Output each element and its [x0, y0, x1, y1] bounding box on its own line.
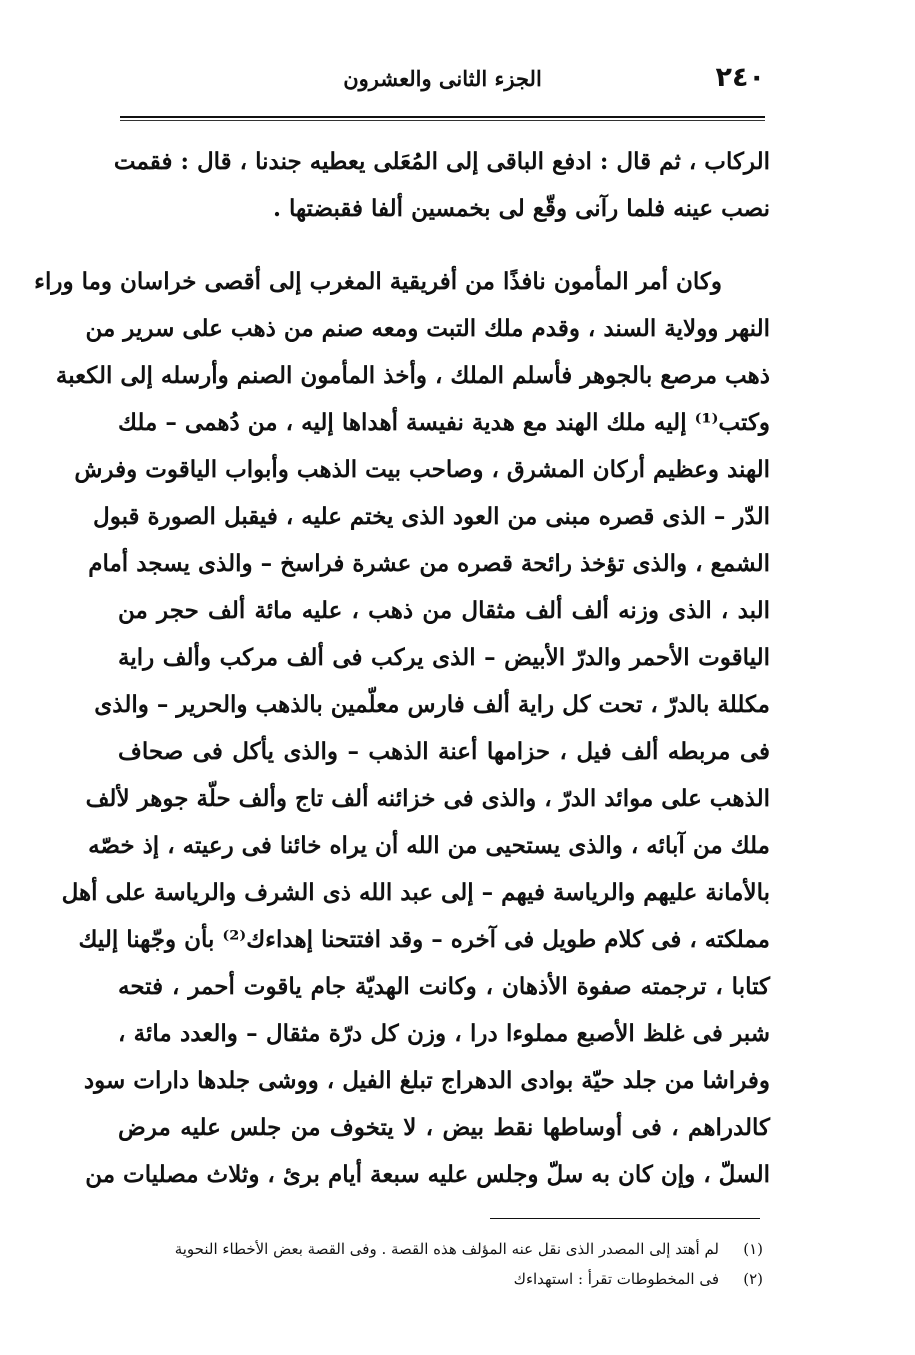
paragraph-gap [118, 232, 770, 258]
text-line: السلّ ، وإن كان به سلّ وجلس عليه سبعة أيام برئ ، وثلاث مصليات من [85, 1161, 770, 1188]
footnote-text: فى المخطوطات تقرأ : استهداءك [513, 1270, 719, 1288]
paragraph-1 [113, 138, 770, 232]
text-line: ذهب مرصع بالجوهر فأسلم الملك ، وأخذ المأمون الصنم وأرسله إلى الكعبة [55, 362, 770, 389]
text-line: مكللة بالدرّ ، تحت كل راية ألف فارس معلّمين بالذهب والحرير – والذى [94, 691, 770, 718]
footnote-marker: (٢) [743, 1270, 763, 1288]
text-line: فى مربطه ألف فيل ، حزامها أعنة الذهب – والذى يأكل فى صحاف [118, 738, 770, 765]
text-line: كالدراهم ، فى أوساطها نقط بيض ، لا يتخوف من جلس عليه مرض [118, 1114, 770, 1141]
footnotes [118, 1234, 763, 1294]
text-line: وكتب⁽¹⁾ إليه ملك الهند مع هدية نفيسة أهداها إليه ، من دُهمى – ملك [118, 409, 770, 436]
footnote-text: لم أهتد إلى المصدر الذى نقل عنه المؤلف هذه القصة . وفى القصة بعض الأخطاء النحوية [174, 1240, 719, 1258]
text-line: كتابا ، ترجمته صفوة الأذهان ، وكانت الهديّة جام ياقوت أحمر ، فتحه [118, 973, 770, 1000]
text-line: ملك من آبائه ، والذى يستحيى من الله أن يراه خائنا فى رعيته ، إذ خصّه [88, 832, 770, 859]
header-rule [120, 116, 765, 118]
text-line: النهر وولاية السند ، وقدم ملك التبت ومعه صنم من ذهب على سرير من [85, 315, 770, 342]
text-line: نصب عينه فلما رآنى وقّع لى بخمسين ألفا فقبضتها . [272, 195, 770, 222]
body-text [34, 138, 770, 1198]
text-line: وفراشا من جلد حيّة بوادى الدهراج تبلغ الفيل ، ووشى جلدها دارات سود [83, 1067, 770, 1094]
text-line: الدّر – الذى قصره مبنى من العود الذى يختم عليه ، فيقبل الصورة قبول [93, 503, 770, 530]
paragraph-2 [34, 258, 770, 1198]
text-line: الشمع ، والذى تؤخذ رائحة قصره من عشرة فراسخ – والذى يسجد أمام [88, 550, 770, 577]
text-line: البد ، الذى وزنه ألف ألف مثقال من ذهب ، عليه مائة ألف حجر من [118, 597, 770, 624]
page-header [120, 62, 765, 106]
text-line: الركاب ، ثم قال : ادفع الباقى إلى المُعَلى يعطيه جندنا ، قال : فقمت [113, 148, 770, 175]
text-line: وكان أمر المأمون نافذًا من أفريقية المغرب إلى أقصى خراسان وما وراء [34, 268, 722, 295]
footnote-2 [118, 1264, 763, 1294]
text-line: الياقوت الأحمر والدرّ الأبيض – الذى يركب فى ألف مركب وألف راية [118, 644, 770, 671]
page-number: ٢٤٠ [715, 62, 765, 93]
text-line: الهند وعظيم أركان المشرق ، وصاحب بيت الذهب وأبواب الياقوت وفرش [74, 456, 770, 483]
footnote-marker: (١) [743, 1240, 763, 1258]
running-title: الجزء الثانى والعشرون [343, 66, 542, 91]
text-line: بالأمانة عليهم والرياسة فيهم – إلى عبد الله ذى الشرف والرياسة على أهل [61, 879, 770, 906]
footnote-separator [490, 1218, 760, 1219]
header-rule-thin [120, 120, 765, 121]
text-line: شبر فى غلظ الأصبع مملوءا درا ، وزن كل درّة مثقال – والعدد مائة ، [118, 1020, 770, 1047]
text-line: الذهب على موائد الدرّ ، والذى فى خزائنه ألف تاج وألف حلّة جوهر لألف [85, 785, 770, 812]
footnote-1 [118, 1234, 763, 1264]
text-line: مملكته ، فى كلام طويل فى آخره – وقد افتتحنا إهداءك⁽²⁾ بأن وجّهنا إليك [78, 926, 770, 953]
